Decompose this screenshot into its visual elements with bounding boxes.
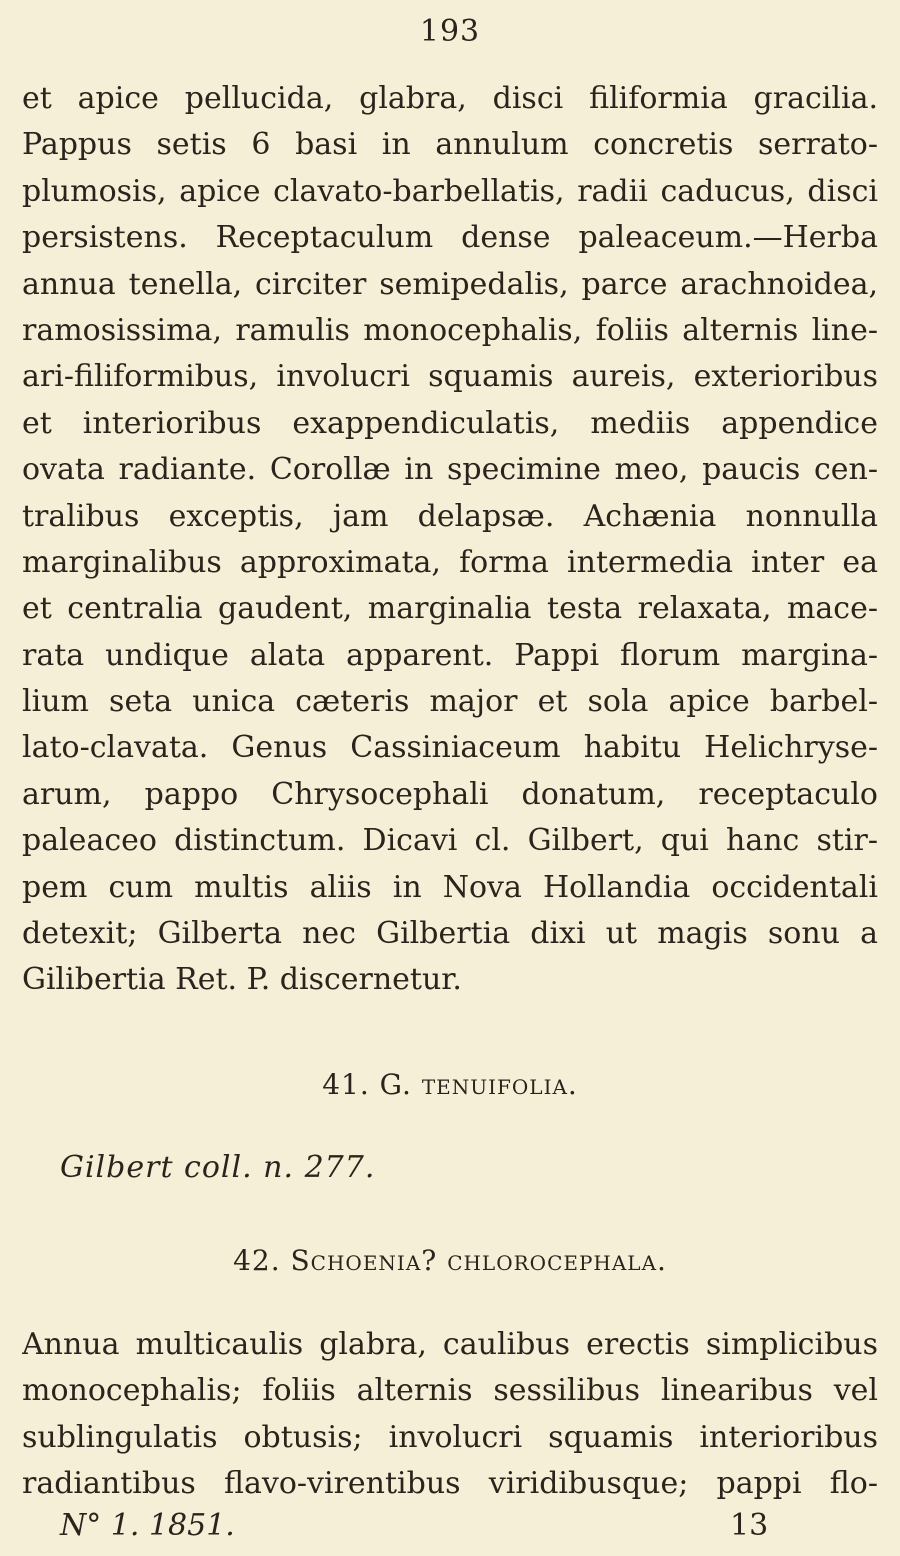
text-line: radiantibus flavo-virentibus viridibusque; pappi flo- <box>22 1466 878 1502</box>
text-line: arum, pappo Chrysocephali donatum, receptaculo <box>22 776 878 812</box>
text-line: paleaceo distinctum. Dicavi cl. Gilbert, qui hanc stir- <box>22 823 878 859</box>
text-line: Annua multicaulis glabra, caulibus erectis simplicibus <box>22 1327 878 1362</box>
text-line: ovata radiante. Corollæ in specimine meo, paucis cen- <box>22 452 878 488</box>
page-number: 193 <box>419 14 481 49</box>
text-line: et interioribus exappendiculatis, mediis appendice <box>22 405 878 441</box>
text-line: lium seta unica cæteris major et sola apice barbel- <box>22 684 878 720</box>
sheet-number: 13 <box>730 1508 769 1543</box>
genus-name: Schoenia? <box>290 1244 438 1277</box>
text-line: ramosissima, ramulis monocephalis, foliis alternis line- <box>22 312 878 348</box>
text-line: persistens. Receptaculum dense paleaceum.—Herba <box>22 220 878 256</box>
text-line: pem cum multis aliis in Nova Hollandia occidentali <box>22 869 878 905</box>
page-footer <box>0 1508 900 1552</box>
text-line: plumosis, apice clavato-barbellatis, radii caducus, disci <box>22 173 878 209</box>
text-line: marginalibus approximata, forma intermedia inter ea <box>22 544 878 580</box>
text-line: Gilibertia Ret. P. discernetur. <box>22 962 462 998</box>
text-line: Pappus setis 6 basi in annulum concretis serrato- <box>22 127 878 163</box>
species-heading-41 <box>0 1068 900 1101</box>
text-line: tralibus exceptis, jam delapsæ. Achænia nonnulla <box>22 498 878 534</box>
text-line: rata undique alata apparent. Pappi florum margina- <box>22 637 878 673</box>
signature-mark: N° 1. 1851. <box>60 1508 235 1543</box>
genus-abbrev: G. <box>379 1068 412 1101</box>
species-heading-42 <box>0 1244 900 1277</box>
species-epithet: chlorocephala. <box>447 1244 667 1277</box>
species-epithet: tenuifolia. <box>421 1068 578 1101</box>
text-line: annua tenella, circiter semipedalis, parce arachnoidea, <box>22 266 878 302</box>
text-line: et apice pellucida, glabra, disci filiformia gracilia. <box>22 81 878 116</box>
text-line: detexit; Gilberta nec Gilbertia dixi ut magis sonu a <box>22 916 878 952</box>
species-description-paragraph <box>22 1322 878 1508</box>
text-line: sublingulatis obtusis; involucri squamis interioribus <box>22 1419 878 1455</box>
text-line: ari-filiformibus, involucri squamis aureis, exterioribus <box>22 359 878 395</box>
collection-citation: Gilbert coll. n. 277. <box>60 1150 376 1185</box>
text-line: et centralia gaudent, marginalia testa relaxata, mace- <box>22 591 878 627</box>
text-line: lato-clavata. Genus Cassiniaceum habitu Helichryse- <box>22 730 878 766</box>
genus-description-paragraph <box>22 76 878 1004</box>
text-line: monocephalis; foliis alternis sessilibus linearibus vel <box>22 1373 878 1409</box>
species-number: 42. <box>233 1244 281 1277</box>
species-number: 41. <box>322 1068 370 1101</box>
